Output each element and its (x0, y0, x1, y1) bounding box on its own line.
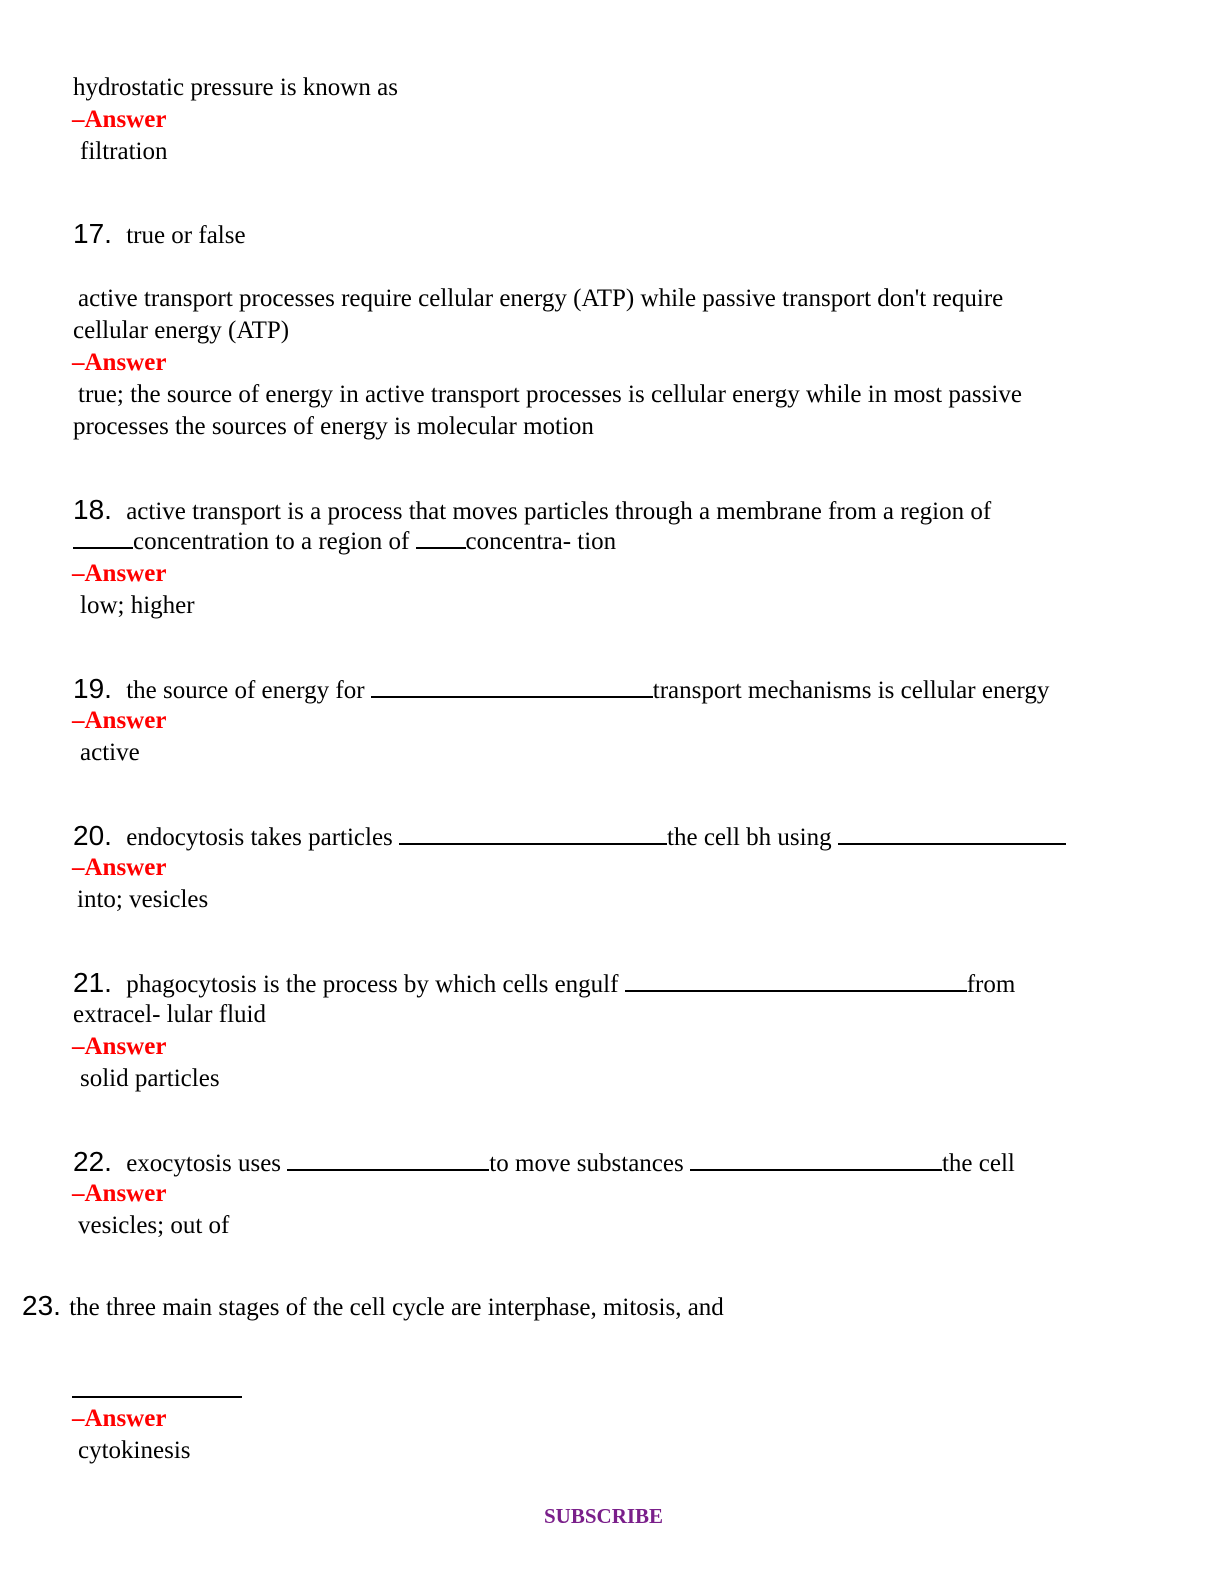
q18-line2-b: concentra- tion (465, 528, 617, 555)
q18-answer-label: –Answer (72, 560, 167, 587)
q21-answer-label: –Answer (72, 1033, 167, 1060)
q20-part-b: the cell bh using (667, 824, 832, 851)
q18-blank-1 (73, 527, 133, 549)
q22-part-b: to move substances (489, 1150, 684, 1177)
q22-part-c: the cell (941, 1150, 1015, 1177)
q16-answer-label: –Answer (72, 106, 167, 133)
q20-answer: into; vesicles (77, 886, 209, 913)
q23-question (22, 1290, 724, 1324)
q20-part-a: endocytosis takes particles (126, 824, 393, 851)
q23-answer: cytokinesis (78, 1437, 191, 1464)
q17-answer-line1: true; the source of energy in active transport processes is cellular energy while in most passive (78, 381, 1022, 408)
q22-number: 22. (73, 1146, 112, 1177)
q19-number: 19. (73, 673, 112, 704)
subscribe-link[interactable]: SUBSCRIBE (544, 1504, 664, 1528)
q20-answer-label: –Answer (72, 854, 167, 881)
q21-number: 21. (73, 967, 112, 998)
q17-answer-label: –Answer (72, 349, 167, 376)
q22-question (73, 1146, 1015, 1180)
q19-answer: active (80, 739, 140, 766)
q21-question (73, 967, 1015, 1001)
q18-line2 (73, 526, 616, 558)
q20-blank-1 (399, 823, 667, 845)
q21-part-a: phagocytosis is the process by which cells engulf (126, 971, 619, 998)
q18-blank-2 (416, 527, 466, 549)
q18-question (73, 494, 991, 528)
q22-blank-1 (287, 1149, 489, 1171)
q18-number: 18. (73, 494, 112, 525)
q20-question (73, 820, 1066, 854)
q17-line1: active transport processes require cellular energy (ATP) while passive transport don't require (78, 285, 1004, 312)
q22-answer: vesicles; out of (78, 1212, 230, 1239)
q23-number: 23. (22, 1290, 61, 1321)
q18-answer: low; higher (80, 592, 195, 619)
q22-part-a: exocytosis uses (126, 1150, 282, 1177)
q18-line2-a: concentration to a region of (133, 528, 410, 555)
q23-prompt: the three main stages of the cell cycle are interphase, mitosis, and (69, 1294, 724, 1321)
q20-number: 20. (73, 820, 112, 851)
q19-blank (371, 676, 653, 698)
q20-blank-2 (838, 823, 1066, 845)
q17-line2: cellular energy (ATP) (73, 317, 290, 344)
q19-part-b: transport mechanisms is cellular energy (652, 677, 1050, 704)
q17-prompt: true or false (126, 222, 246, 249)
q21-part-b: from (966, 971, 1016, 998)
q18-line1: active transport is a process that moves particles through a membrane from a region of (126, 498, 992, 525)
q21-answer: solid particles (80, 1065, 220, 1092)
q19-question (73, 673, 1049, 707)
q21-line2: extracel- lular fluid (73, 1001, 266, 1028)
q16-text: hydrostatic pressure is known as (73, 74, 398, 101)
q17-answer-line2: processes the sources of energy is molecular motion (73, 413, 594, 440)
q17-question (73, 218, 246, 252)
q19-answer-label: –Answer (72, 707, 167, 734)
q23-blank (72, 1396, 242, 1398)
q22-blank-2 (690, 1149, 942, 1171)
q22-answer-label: –Answer (72, 1180, 167, 1207)
q17-number: 17. (73, 218, 112, 249)
q21-blank (625, 970, 967, 992)
q16-answer: filtration (80, 138, 168, 165)
q19-part-a: the source of energy for (126, 677, 365, 704)
q23-answer-label: –Answer (72, 1405, 167, 1432)
